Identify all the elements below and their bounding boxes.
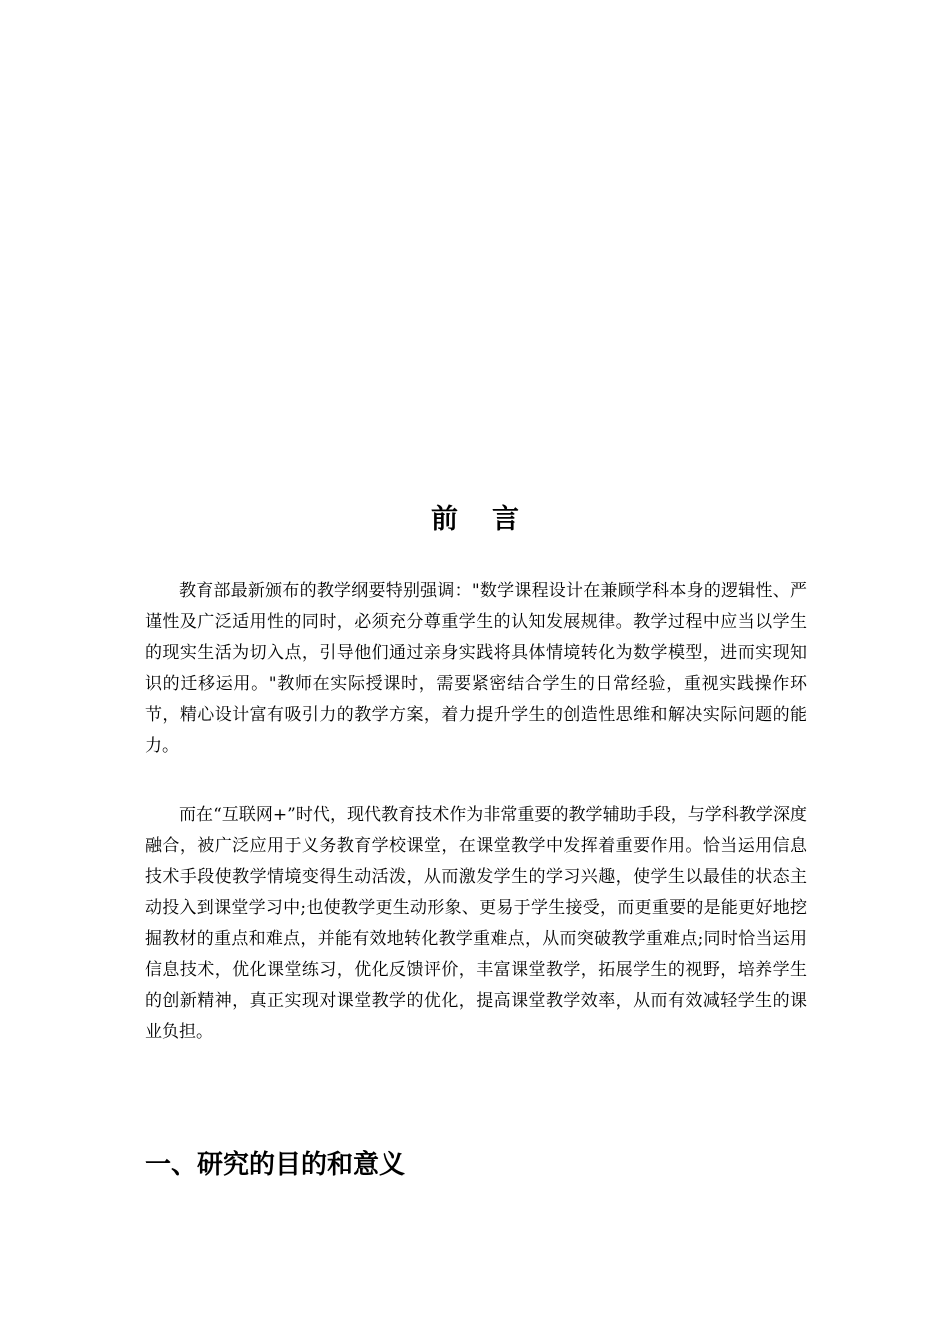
preface-title-part2: 言	[492, 504, 519, 536]
preface-paragraph-2: 而在“互联网+”时代，现代教育技术作为非常重要的教学辅助手段，与学科教学深度融合，被广泛应用于义务教育学校课堂，在课堂教学中发挥着重要作用。恰当运用信息技术手段使教学情境变得生动活泼，从而激发学生的学习兴趣，使学生以最佳的状态主动投入到课堂学习中;也使教学更生动形象、更易于学生接受，而更重要的是能更好地挖掘教材的重点和难点，并能有效地转化教学重难点，从而突破教学重难点;同时恰当运用信息技术，优化课堂练习，优化反馈评价，丰富课堂教学，拓展学生的视野，培养学生的创新精神，真正实现对课堂教学的优化，提高课堂教学效率，从而有效减轻学生的课业负担。	[145, 805, 807, 1042]
section-heading: 一、研究的目的和意义	[145, 1150, 406, 1180]
preface-title-part1: 前	[431, 504, 458, 536]
preface-title	[0, 502, 950, 538]
preface-paragraph-1: 教育部最新颁布的教学纲要特别强调："数学课程设计在兼顾学科本身的逻辑性、严谨性及广泛适用性的同时，必须充分尊重学生的认知发展规律。教学过程中应当以学生的现实生活为切入点，引导他们通过亲身实践将具体情境转化为数学模型，进而实现知识的迁移运用。"教师在实际授课时，需要紧密结合学生的日常经验，重视实践操作环节，精心设计富有吸引力的教学方案，着力提升学生的创造性思维和解决实际问题的能力。	[145, 581, 807, 756]
